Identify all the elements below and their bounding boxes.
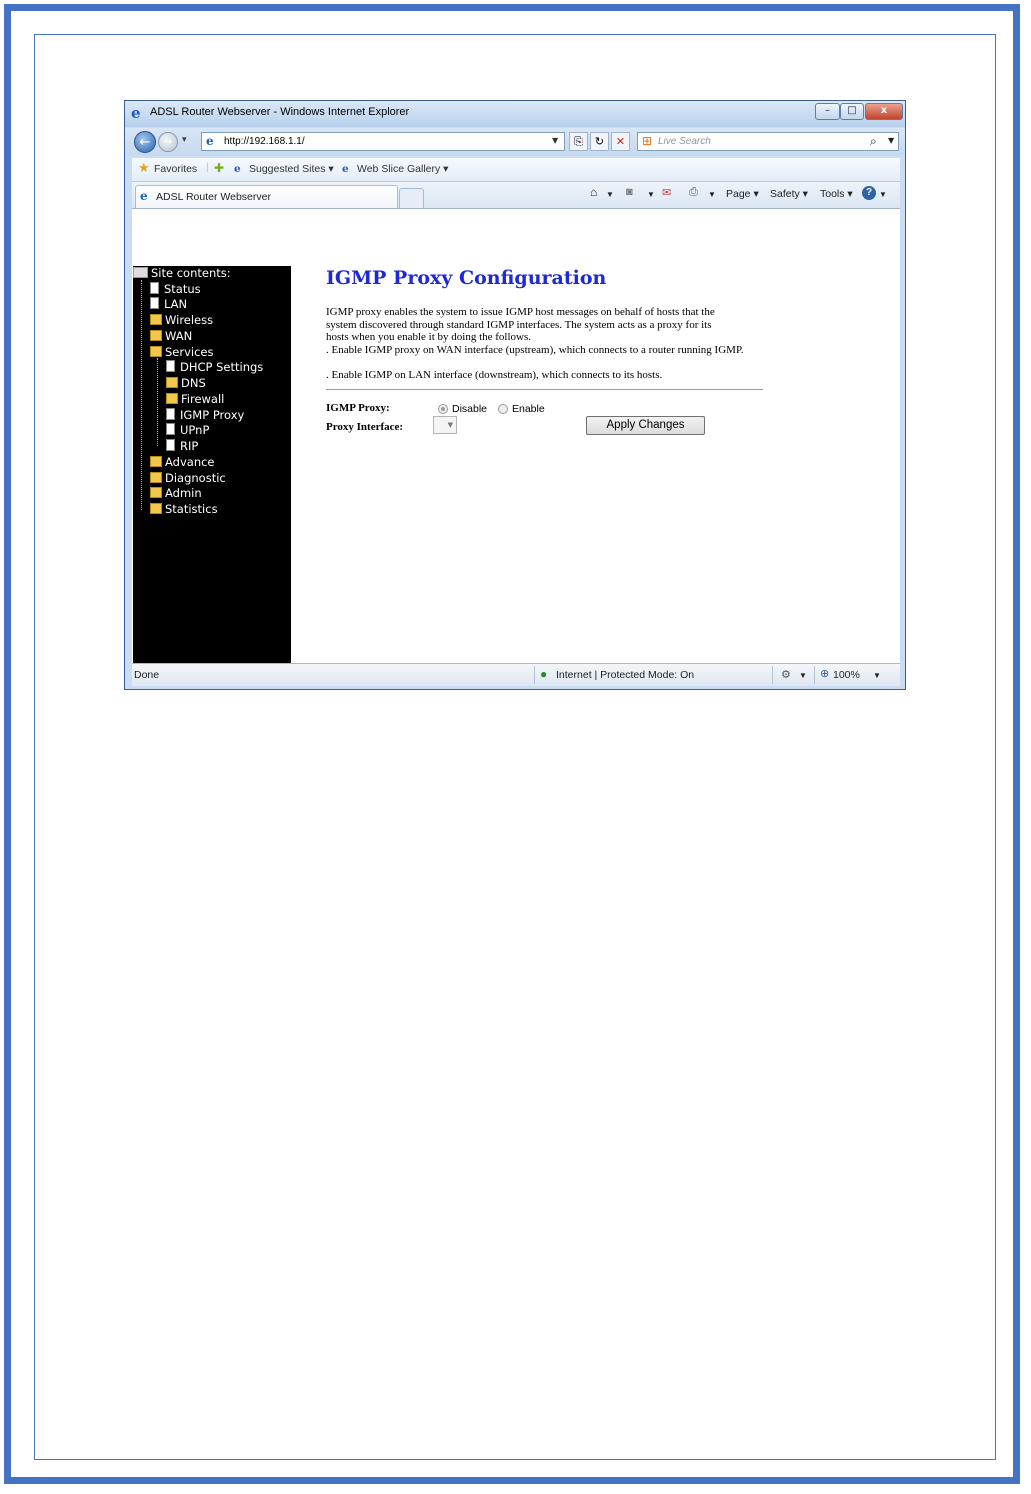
sidebar-item-label: Diagnostic xyxy=(165,471,226,485)
sidebar-item-rip[interactable] xyxy=(166,439,198,454)
security-zone[interactable]: Internet | Protected Mode: On xyxy=(556,669,695,681)
divider xyxy=(326,389,763,390)
status-separator xyxy=(772,666,773,684)
sidebar-item-diagnostic[interactable] xyxy=(150,471,226,486)
web-slice-gallery-link[interactable]: Web Slice Gallery ▾ xyxy=(357,163,449,175)
description-line: . Enable IGMP proxy on WAN interface (upstream), which connects to a router running IGMP. xyxy=(326,343,744,356)
suggested-sites-link[interactable]: Suggested Sites ▾ xyxy=(249,163,334,175)
protected-mode-icon[interactable]: ⚙ xyxy=(781,669,791,681)
search-icon[interactable]: ⌕ xyxy=(870,134,877,148)
document-icon xyxy=(150,282,159,294)
sidebar-item-label: UPnP xyxy=(180,423,210,437)
document-icon xyxy=(166,423,175,435)
feeds-icon[interactable]: ◙ xyxy=(626,186,633,198)
sidebar-item-admin[interactable] xyxy=(150,486,202,501)
sidebar-item-label: Services xyxy=(165,345,214,359)
document-icon xyxy=(150,297,159,309)
igmp-proxy-enable-label[interactable]: Enable xyxy=(512,403,545,415)
tools-menu[interactable]: Tools ▾ xyxy=(820,188,853,200)
maximize-button[interactable]: □ xyxy=(840,103,864,120)
sidebar-item-statistics[interactable] xyxy=(150,502,218,517)
tree-root[interactable] xyxy=(133,266,231,281)
sidebar-item-firewall[interactable] xyxy=(166,392,224,407)
live-search-logo-icon: ⊞ xyxy=(642,134,653,148)
address-dropdown-icon[interactable]: ▼ xyxy=(552,136,559,145)
igmp-proxy-disable-radio[interactable] xyxy=(438,404,448,414)
sidebar-item-label: WAN xyxy=(165,329,193,343)
description-spacer xyxy=(326,356,766,369)
add-to-favorites-icon[interactable]: ✚ xyxy=(214,161,225,175)
page-title: IGMP Proxy Configuration xyxy=(326,267,607,289)
description-line: IGMP proxy enables the system to issue IGMP host messages on behalf of hosts that the xyxy=(326,306,715,318)
home-dropdown-icon[interactable]: ▼ xyxy=(606,190,614,199)
favorites-bar xyxy=(132,158,900,182)
close-button[interactable]: x xyxy=(865,103,903,120)
address-field[interactable] xyxy=(201,132,565,151)
globe-icon: ● xyxy=(540,667,548,681)
browser-window xyxy=(124,100,906,690)
sidebar-item-label: LAN xyxy=(164,297,188,311)
sidebar-item-advance[interactable] xyxy=(150,455,215,470)
zoom-dropdown-icon[interactable]: ▼ xyxy=(873,671,881,680)
igmp-proxy-disable-label[interactable]: Disable xyxy=(452,403,488,415)
ie-logo-icon: e xyxy=(131,104,141,122)
zoom-icon: ⊕ xyxy=(820,668,830,680)
zoom-level[interactable]: 100% xyxy=(833,669,860,681)
folder-icon xyxy=(166,377,178,388)
sidebar-item-label: IGMP Proxy xyxy=(180,408,245,422)
tab-adsl-router[interactable] xyxy=(135,185,398,208)
root-folder-icon xyxy=(133,267,148,278)
search-field[interactable] xyxy=(637,132,899,151)
proxy-interface-label: Proxy Interface: xyxy=(326,421,404,433)
help-icon[interactable]: ? xyxy=(862,186,876,200)
help-dropdown-icon[interactable]: ▼ xyxy=(879,190,887,199)
sidebar-item-label: DNS xyxy=(181,376,206,390)
folder-icon xyxy=(150,314,162,325)
sidebar-item-status[interactable] xyxy=(150,282,201,297)
document-icon xyxy=(166,360,175,372)
document-icon xyxy=(166,408,175,420)
feeds-dropdown-icon[interactable]: ▼ xyxy=(647,190,655,199)
tree-root-label: Site contents: xyxy=(151,266,231,280)
site-contents-sidebar xyxy=(133,266,291,663)
sidebar-item-label: Advance xyxy=(165,455,215,469)
search-options-dropdown[interactable]: ▼ xyxy=(888,136,895,145)
mail-icon[interactable]: ✉ xyxy=(662,187,672,199)
igmp-proxy-enable-radio[interactable] xyxy=(498,404,508,414)
folder-icon xyxy=(166,393,178,404)
folder-icon xyxy=(150,472,162,483)
favbar-separator: | xyxy=(206,161,209,173)
sidebar-item-wan[interactable] xyxy=(150,329,192,344)
document-icon xyxy=(166,439,175,451)
sidebar-item-label: Firewall xyxy=(181,392,225,406)
status-separator xyxy=(814,666,815,684)
sidebar-item-upnp[interactable] xyxy=(166,423,209,438)
safety-menu[interactable]: Safety ▾ xyxy=(770,188,808,200)
status-bar xyxy=(132,663,900,686)
description xyxy=(326,306,766,382)
page-icon: e xyxy=(206,134,214,148)
web-slice-icon: e xyxy=(342,163,349,175)
description-line: system discovered through standard IGMP interfaces. The system acts as a proxy for its xyxy=(326,318,712,331)
description-line: . Enable IGMP on LAN interface (downstream), which connects to its hosts. xyxy=(326,369,663,381)
print-icon[interactable]: ⎙ xyxy=(689,186,698,198)
window-title: ADSL Router Webserver - Windows Internet Explorer xyxy=(150,106,410,118)
folder-icon xyxy=(150,456,162,467)
compatibility-view-button[interactable]: ⎘ xyxy=(569,132,588,151)
open-folder-icon xyxy=(150,346,162,357)
status-separator xyxy=(534,666,535,684)
search-input[interactable]: Live Search xyxy=(658,136,711,147)
minimize-button[interactable]: – xyxy=(815,103,840,120)
forward-button[interactable]: → xyxy=(158,132,178,152)
sidebar-item-wireless[interactable] xyxy=(150,313,213,328)
sidebar-item-label: Admin xyxy=(165,486,202,500)
tab-page-icon: e xyxy=(140,189,148,203)
tab-row xyxy=(132,182,900,208)
sidebar-item-label: DHCP Settings xyxy=(180,360,264,374)
stop-button[interactable]: ✕ xyxy=(611,132,630,151)
back-button[interactable]: ← xyxy=(134,131,156,153)
tree-connector xyxy=(157,358,158,446)
new-tab-button[interactable] xyxy=(399,188,424,208)
description-line: hosts when you enable it by doing the follows. xyxy=(326,331,532,343)
page-menu[interactable]: Page ▾ xyxy=(726,188,759,200)
sidebar-item-lan[interactable] xyxy=(150,297,187,312)
apply-changes-button[interactable]: Apply Changes xyxy=(586,416,705,435)
sidebar-item-services[interactable] xyxy=(150,345,214,360)
sidebar-item-igmp-proxy[interactable] xyxy=(166,408,244,423)
title-bar xyxy=(125,101,905,127)
sidebar-item-label: Statistics xyxy=(165,502,218,516)
favorites-button[interactable]: Favorites xyxy=(154,163,198,175)
recent-pages-dropdown[interactable]: ▾ xyxy=(182,135,187,145)
tree-connector xyxy=(141,280,142,510)
igmp-proxy-label: IGMP Proxy: xyxy=(326,402,390,414)
tab-label: ADSL Router Webserver xyxy=(156,191,271,203)
folder-icon xyxy=(150,330,162,341)
print-dropdown-icon[interactable]: ▼ xyxy=(708,190,716,199)
folder-icon xyxy=(150,487,162,498)
favorites-star-icon: ★ xyxy=(138,160,150,175)
sidebar-item-dns[interactable] xyxy=(166,376,206,391)
home-icon[interactable]: ⌂ xyxy=(590,185,598,199)
page-content xyxy=(132,208,900,664)
proxy-interface-select[interactable]: ▼ xyxy=(433,416,457,434)
address-bar-row xyxy=(125,128,905,156)
suggested-sites-icon: e xyxy=(234,163,241,175)
sidebar-item-label: Wireless xyxy=(165,313,214,327)
protected-mode-dropdown-icon[interactable]: ▼ xyxy=(799,671,807,680)
folder-icon xyxy=(150,503,162,514)
sidebar-item-label: RIP xyxy=(180,439,199,453)
status-text: Done xyxy=(134,669,160,681)
sidebar-item-label: Status xyxy=(164,282,201,296)
url-text[interactable]: http://192.168.1.1/ xyxy=(224,136,305,147)
sidebar-item-dhcp-settings[interactable] xyxy=(166,360,263,375)
refresh-button[interactable]: ↻ xyxy=(590,132,609,151)
